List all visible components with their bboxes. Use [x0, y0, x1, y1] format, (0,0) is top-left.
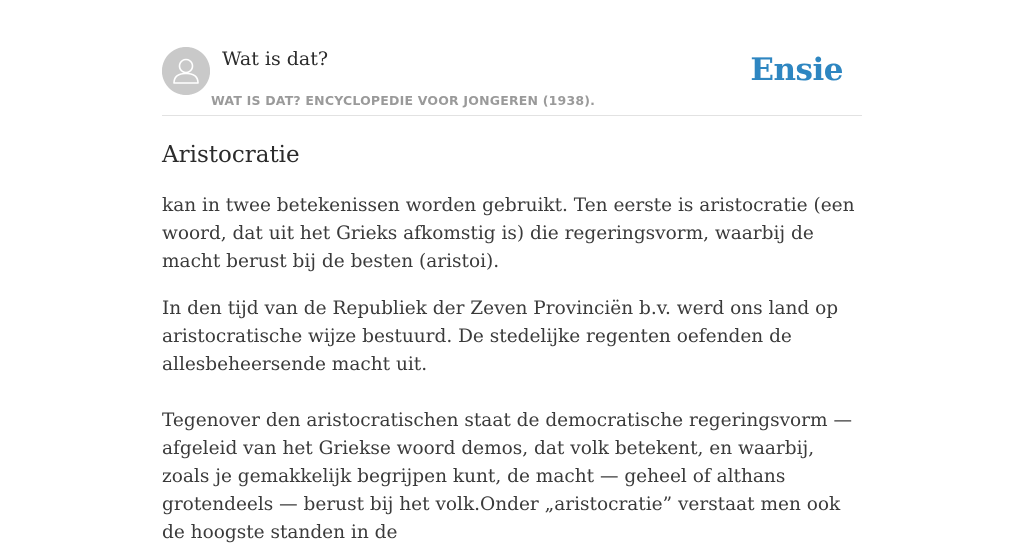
- source-header: [162, 0, 862, 116]
- article-paragraph-1: kan in twee betekenissen worden gebruikt. Ten eerste is aristocratie (een woord, dat uit het Grieks afkomstig is) die regeringsvorm, waarbij de macht berust bij de besten (aristoi).: [162, 195, 855, 272]
- ensie-logo[interactable]: Ensie: [750, 52, 843, 88]
- source-subtitle[interactable]: WAT IS DAT? ENCYCLOPEDIE VOOR JONGEREN (1938).: [211, 93, 596, 108]
- article-title: Aristocratie: [162, 142, 300, 168]
- article-paragraph-3: Tegenover den aristocratischen staat de democratische regeringsvorm — afgeleid van het Griekse woord demos, dat volk betekent, en waarbij, zoals je gemakkelijk begrijpen kunt, de macht — geheel of althans grotendeels — berust bij het volk.Onder „aristocratie” verstaat men ook de hoogste standen in de: [162, 410, 852, 543]
- article-paragraph-2: In den tijd van de Republiek der Zeven Provinciën b.v. werd ons land op aristocratische wijze bestuurd. De stedelijke regenten oefenden de allesbeheersende macht uit.: [162, 298, 839, 375]
- source-avatar[interactable]: [162, 47, 210, 95]
- user-icon: [162, 47, 210, 95]
- source-title[interactable]: Wat is dat?: [222, 48, 329, 70]
- page-container: [162, 0, 862, 543]
